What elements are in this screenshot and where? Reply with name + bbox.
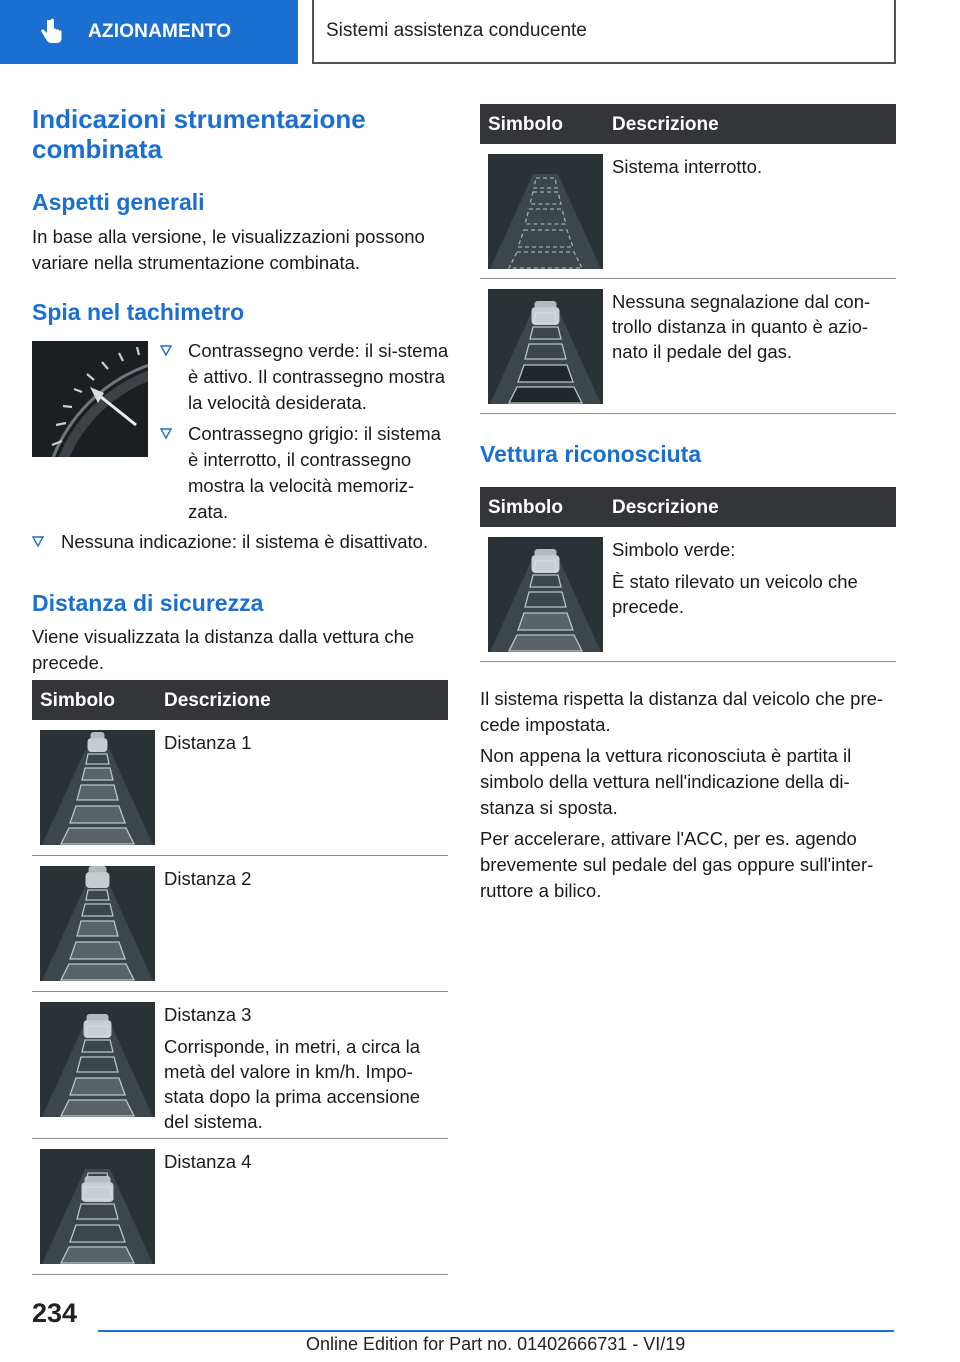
description-line: Nessuna segnalazione dal con-trollo distanza in quanto è azio-nato il pedale del gas. (612, 291, 871, 362)
bullet-text: Contrassegno verde: il si-stema è attivo. Il contrassegno mostra la velocità desiderata. (188, 340, 449, 413)
description-line: Sistema interrotto. (612, 156, 763, 177)
column-header-symbol: Simbolo (488, 497, 563, 518)
description-line: Distanza 1 (164, 732, 252, 753)
vehicle-detected-symbol (488, 537, 603, 652)
chapter-title: Sistemi assistenza conducente (326, 20, 587, 41)
description-line: Simbolo verde: (612, 539, 736, 560)
lane-graphic (40, 1149, 155, 1264)
description-line: Distanza 2 (164, 868, 252, 889)
system-interrupted-symbol (488, 154, 603, 269)
table-row (32, 720, 448, 856)
heading-speedometer: Spia nel tachimetro (32, 299, 245, 325)
triangle-bullet-icon (160, 428, 172, 440)
paragraph: Non appena la vettura riconosciuta è partita il simbolo della vettura nell'indicazione della di-stanza si sposta. (480, 745, 852, 818)
triangle-bullet-icon (32, 536, 44, 548)
vehicle-table (480, 487, 896, 662)
distance-1-symbol (40, 730, 155, 845)
column-header-description: Descrizione (164, 690, 271, 711)
column-header-description: Descrizione (612, 497, 719, 518)
description-line: Distanza 4 (164, 1151, 252, 1172)
table-row (480, 527, 896, 662)
accelerator-pressed-symbol (488, 289, 603, 404)
heading-vehicle-detected: Vettura riconosciuta (480, 441, 702, 467)
triangle-bullet-icon (160, 345, 172, 357)
lane-graphic (40, 730, 155, 845)
distance-2-symbol (40, 866, 155, 981)
hand-pointer-icon (36, 17, 66, 47)
section-tab-label: AZIONAMENTO (88, 21, 232, 42)
bullet-item (32, 529, 448, 555)
table-row (480, 144, 896, 279)
status-table (480, 104, 896, 414)
column-header-symbol: Simbolo (40, 690, 115, 711)
distance-text: Viene visualizzata la distanza dalla vettura che precede. (32, 626, 415, 673)
row-description (612, 537, 892, 626)
table-row (480, 279, 896, 414)
lane-graphic (488, 154, 603, 269)
column-header-symbol: Simbolo (488, 114, 563, 135)
table-header (480, 104, 896, 144)
table-header (480, 487, 896, 527)
description-line: Corrisponde, in metri, a circa la metà del valore in km/h. Impo-stata dopo la prima accensione del sistema. (164, 1036, 421, 1132)
bullet-text: Contrassegno grigio: il sistema è interrotto, il contrassegno mostra la velocità memoriz-zata. (188, 423, 441, 522)
bullet-text: Nessuna indicazione: il sistema è disattivato. (61, 531, 429, 552)
general-text: In base alla versione, le visualizzazioni possono variare nella strumentazione combinata. (32, 226, 425, 273)
row-description (164, 1149, 444, 1181)
chapter-title-box (312, 0, 896, 64)
row-description (164, 730, 444, 762)
row-description (612, 289, 892, 371)
lane-graphic (40, 866, 155, 981)
section-tab[interactable] (0, 0, 298, 64)
speedometer-indicator-image (32, 341, 148, 457)
description-line: Distanza 3 (164, 1004, 252, 1025)
lane-graphic (488, 289, 603, 404)
page-number: 234 (32, 1298, 78, 1328)
description-line: È stato rilevato un veicolo che precede. (612, 571, 858, 617)
distance-3-symbol (40, 1002, 155, 1117)
row-description (612, 154, 892, 186)
row-description (164, 1002, 444, 1141)
edition-text: Online Edition for Part no. 01402666731 - VI/19 (306, 1334, 686, 1354)
lane-graphic (488, 537, 603, 652)
bullet-item (160, 338, 450, 416)
table-row (32, 1139, 448, 1275)
row-description (164, 866, 444, 898)
footer-divider (98, 1330, 894, 1332)
lane-graphic (40, 1002, 155, 1117)
page-title: Indicazioni strumentazione combinata (32, 104, 366, 164)
distance-4-symbol (40, 1149, 155, 1264)
table-row (32, 856, 448, 992)
table-header (32, 680, 448, 720)
paragraph: Per accelerare, attivare l'ACC, per es. agendo brevemente sul pedale del gas oppure sull'inter-ruttore a bilico. (480, 828, 874, 901)
table-row (32, 992, 448, 1139)
heading-distance: Distanza di sicurezza (32, 590, 264, 616)
heading-general: Aspetti generali (32, 189, 205, 215)
column-header-description: Descrizione (612, 114, 719, 135)
distance-table (32, 680, 448, 1275)
bullet-item (160, 421, 450, 525)
paragraph: Il sistema rispetta la distanza dal veicolo che pre-cede impostata. (480, 688, 884, 735)
